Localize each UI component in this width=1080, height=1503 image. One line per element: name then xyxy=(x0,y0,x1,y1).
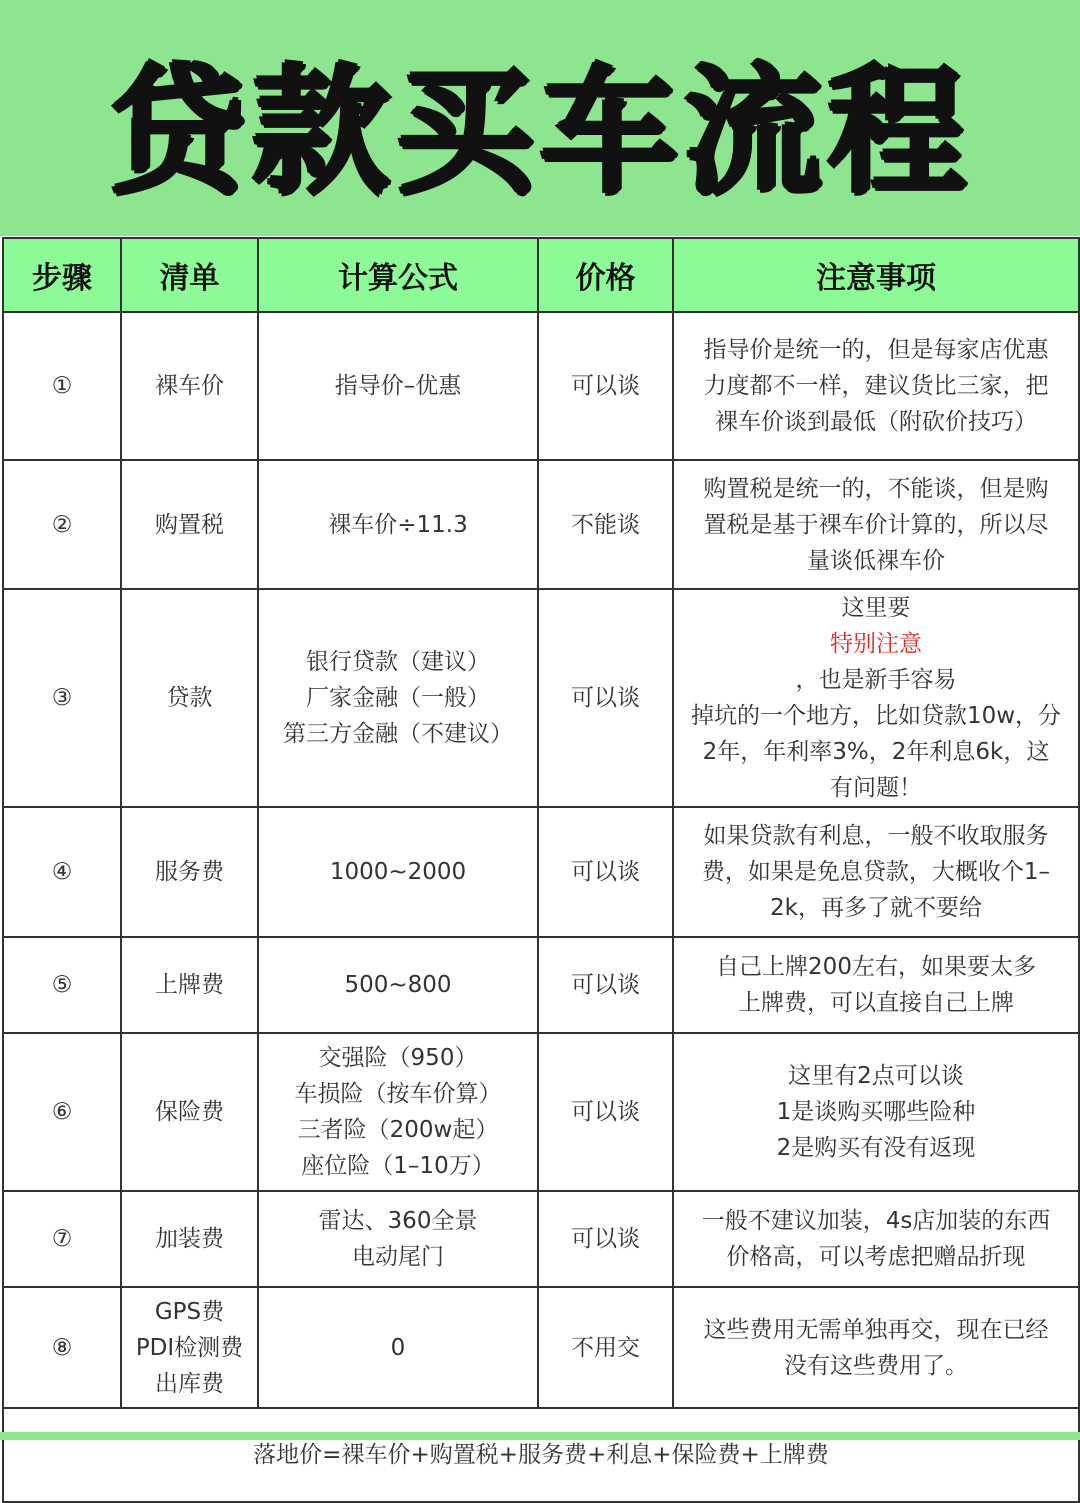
price-cell: 不能谈 xyxy=(538,460,673,589)
item-cell: 裸车价 xyxy=(121,312,258,460)
notes-cell: 这些费用无需单独再交，现在已经 没有这些费用了。 xyxy=(673,1287,1079,1408)
item-cell: 保险费 xyxy=(121,1033,258,1191)
item-cell: 贷款 xyxy=(121,589,258,807)
step-number: ⑦ xyxy=(3,1191,121,1287)
table-header-row xyxy=(3,238,1079,312)
page-title: 贷款买车流程 xyxy=(107,52,972,213)
landing-price-formula: 落地价=裸车价+购置税+服务费+利息+保险费+上牌费 xyxy=(3,1408,1079,1502)
step-number: ② xyxy=(3,460,121,589)
step-number: ③ xyxy=(3,589,121,807)
item-cell: 上牌费 xyxy=(121,937,258,1033)
header-formula: 计算公式 xyxy=(258,238,538,312)
item-cell: 加装费 xyxy=(121,1191,258,1287)
table-row xyxy=(3,460,1079,589)
formula-cell: 交强险（950） 车损险（按车价算） 三者险（200w起） 座位险（1–10万） xyxy=(258,1033,538,1191)
step-number: ⑥ xyxy=(3,1033,121,1191)
price-cell: 可以谈 xyxy=(538,312,673,460)
notes-cell: 指导价是统一的，但是每家店优惠 力度都不一样，建议货比三家，把 裸车价谈到最低（附砍价技巧） xyxy=(673,312,1079,460)
item-cell: 购置税 xyxy=(121,460,258,589)
formula-cell: 指导价–优惠 xyxy=(258,312,538,460)
formula-cell: 银行贷款（建议） 厂家金融（一般） 第三方金融（不建议） xyxy=(258,589,538,807)
table-row xyxy=(3,589,1079,807)
notes-first-line: 这里要 特别注意 ，也是新手容易 xyxy=(678,590,1074,698)
highlight-text: 特别注意 xyxy=(830,631,922,657)
price-cell: 可以谈 xyxy=(538,589,673,807)
price-cell: 不用交 xyxy=(538,1287,673,1408)
formula-cell: 1000~2000 xyxy=(258,807,538,937)
formula-cell: 0 xyxy=(258,1287,538,1408)
table-row xyxy=(3,1287,1079,1408)
header-step: 步骤 xyxy=(3,238,121,312)
header-item: 清单 xyxy=(121,238,258,312)
title-banner xyxy=(0,0,1080,236)
loan-car-table xyxy=(2,237,1080,1503)
table-row xyxy=(3,937,1079,1033)
notes-cell: 一般不建议加装，4s店加装的东西 价格高，可以考虑把赠品折现 xyxy=(673,1191,1079,1287)
notes-cell: 这里有2点可以谈 1是谈购买哪些险种 2是购买有没有返现 xyxy=(673,1033,1079,1191)
step-number: ⑧ xyxy=(3,1287,121,1408)
formula-cell: 雷达、360全景 电动尾门 xyxy=(258,1191,538,1287)
step-number: ④ xyxy=(3,807,121,937)
price-cell: 可以谈 xyxy=(538,1191,673,1287)
bottom-strip xyxy=(0,1432,1080,1440)
table-row xyxy=(3,807,1079,937)
price-cell: 可以谈 xyxy=(538,937,673,1033)
header-notes: 注意事项 xyxy=(673,238,1079,312)
notes-cell: 自己上牌200左右，如果要太多 上牌费，可以直接自己上牌 xyxy=(673,937,1079,1033)
table-row xyxy=(3,312,1079,460)
notes-cell: 这里要 特别注意 ，也是新手容易 掉坑的一个地方，比如贷款10w，分 2年，年利率3%，2年利息6k，这 有问题！ xyxy=(673,589,1079,807)
price-cell: 可以谈 xyxy=(538,1033,673,1191)
item-cell: 服务费 xyxy=(121,807,258,937)
step-number: ⑤ xyxy=(3,937,121,1033)
header-price: 价格 xyxy=(538,238,673,312)
formula-cell: 裸车价÷11.3 xyxy=(258,460,538,589)
price-cell: 可以谈 xyxy=(538,807,673,937)
notes-cell: 购置税是统一的，不能谈，但是购 置税是基于裸车价计算的，所以尽 量谈低裸车价 xyxy=(673,460,1079,589)
notes-cell: 如果贷款有利息，一般不收取服务 费，如果是免息贷款，大概收个1– 2k，再多了就不要给 xyxy=(673,807,1079,937)
step-number: ① xyxy=(3,312,121,460)
table-row xyxy=(3,1191,1079,1287)
formula-cell: 500~800 xyxy=(258,937,538,1033)
item-cell: GPS费 PDI检测费 出库费 xyxy=(121,1287,258,1408)
table-row xyxy=(3,1033,1079,1191)
landing-price-row xyxy=(3,1408,1079,1502)
